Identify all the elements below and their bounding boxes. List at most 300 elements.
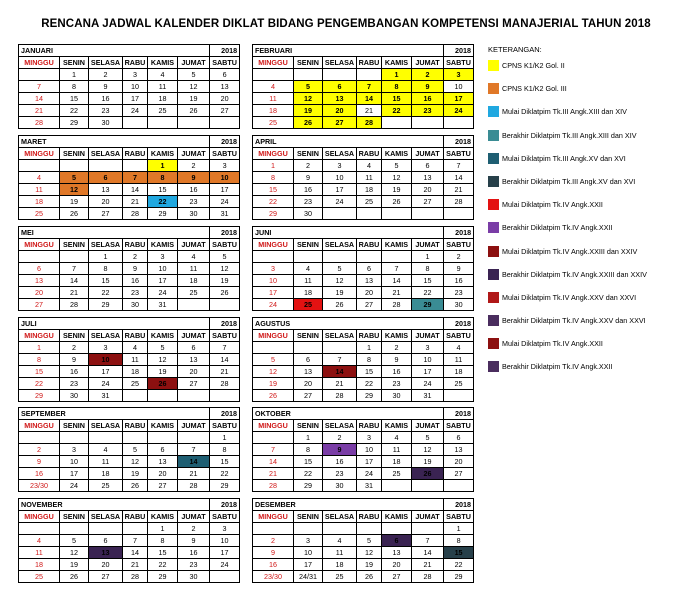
day-cell: 14 — [444, 172, 474, 184]
day-cell: 4 — [123, 342, 148, 354]
day-cell: 20 — [294, 378, 323, 390]
legend-item — [484, 176, 689, 199]
day-cell: 23 — [60, 378, 89, 390]
day-cell — [444, 117, 474, 129]
day-cell: 22 — [60, 105, 89, 117]
day-cell — [412, 523, 444, 535]
day-cell — [210, 117, 240, 129]
day-cell: 24 — [89, 378, 123, 390]
day-header: SENIN — [60, 148, 89, 160]
week-row — [19, 117, 240, 129]
day-cell: 24 — [253, 299, 294, 311]
day-cell: 28 — [253, 480, 294, 492]
day-header: MINGGU — [253, 420, 294, 432]
highlighted-day-cell: 6 — [89, 172, 123, 184]
day-cell: 28 — [123, 571, 148, 583]
day-cell — [357, 523, 382, 535]
day-header: SENIN — [294, 148, 323, 160]
day-cell: 26 — [60, 571, 89, 583]
week-row — [253, 117, 474, 129]
day-cell: 4 — [89, 444, 123, 456]
day-cell: 31 — [89, 390, 123, 402]
day-header: JUMAT — [178, 511, 210, 523]
day-header: SENIN — [294, 239, 323, 251]
day-cell: 17 — [89, 366, 123, 378]
day-cell: 20 — [89, 196, 123, 208]
day-header: KAMIS — [382, 511, 412, 523]
day-cell: 10 — [253, 275, 294, 287]
day-cell: 17 — [148, 275, 178, 287]
day-cell: 9 — [294, 172, 323, 184]
day-cell: 26 — [253, 390, 294, 402]
day-cell: 15 — [294, 456, 323, 468]
day-cell: 20 — [210, 93, 240, 105]
month-year: 2018 — [210, 499, 240, 511]
day-cell — [357, 69, 382, 81]
day-cell — [123, 160, 148, 172]
day-header: JUMAT — [178, 148, 210, 160]
day-cell: 25 — [89, 480, 123, 492]
day-cell: 10 — [210, 535, 240, 547]
highlighted-day-cell: 5 — [60, 172, 89, 184]
week-row — [19, 432, 240, 444]
day-cell: 4 — [444, 342, 474, 354]
day-cell: 6 — [357, 263, 382, 275]
day-cell — [178, 432, 210, 444]
legend-label: Mulai Diklatpim Tk.III Angk.XIII dan XIV — [502, 107, 627, 117]
month-year: 2018 — [210, 318, 240, 330]
day-header: SENIN — [294, 330, 323, 342]
day-cell: 28 — [444, 196, 474, 208]
day-cell: 30 — [382, 390, 412, 402]
day-cell: 12 — [382, 172, 412, 184]
day-cell: 16 — [294, 184, 323, 196]
day-cell: 29 — [60, 117, 89, 129]
day-cell: 14 — [253, 456, 294, 468]
highlighted-day-cell: 28 — [357, 117, 382, 129]
day-cell: 16 — [323, 456, 357, 468]
day-cell: 21 — [19, 105, 60, 117]
day-header: MINGGU — [19, 511, 60, 523]
day-cell — [382, 251, 412, 263]
day-cell: 4 — [19, 172, 60, 184]
day-cell — [19, 523, 60, 535]
week-row — [253, 559, 474, 571]
day-header: KAMIS — [148, 148, 178, 160]
highlighted-day-cell: 13 — [323, 93, 357, 105]
month-maret — [18, 135, 239, 220]
day-header: SELASA — [323, 330, 357, 342]
day-cell: 2 — [60, 342, 89, 354]
highlighted-day-cell: 9 — [323, 444, 357, 456]
day-header: MINGGU — [253, 511, 294, 523]
day-cell: 12 — [123, 456, 148, 468]
legend-swatch — [488, 222, 499, 233]
day-cell: 24 — [357, 468, 382, 480]
day-cell: 22 — [89, 287, 123, 299]
day-cell: 12 — [357, 547, 382, 559]
day-cell: 18 — [148, 93, 178, 105]
day-header: KAMIS — [382, 239, 412, 251]
day-cell: 14 — [60, 275, 89, 287]
week-row — [253, 299, 474, 311]
highlighted-day-cell: 15 — [444, 547, 474, 559]
day-cell: 22 — [210, 468, 240, 480]
day-cell: 7 — [210, 342, 240, 354]
week-row — [253, 468, 474, 480]
day-cell: 3 — [89, 342, 123, 354]
day-cell — [60, 523, 89, 535]
day-cell: 20 — [178, 366, 210, 378]
day-cell — [178, 390, 210, 402]
month-november — [18, 498, 239, 583]
day-cell: 20 — [357, 287, 382, 299]
week-row — [253, 263, 474, 275]
day-cell: 8 — [253, 172, 294, 184]
day-cell: 17 — [294, 559, 323, 571]
highlighted-day-cell: 23 — [412, 105, 444, 117]
day-header: RABU — [357, 148, 382, 160]
month-year: 2018 — [444, 408, 474, 420]
day-cell: 24 — [210, 196, 240, 208]
legend-label: Mulai Diklatpim Tk.IV Angk.XXV dan XXVI — [502, 292, 637, 302]
day-cell: 19 — [210, 275, 240, 287]
highlighted-day-cell: 7 — [357, 81, 382, 93]
week-row — [19, 184, 240, 196]
day-cell: 23 — [444, 287, 474, 299]
day-cell: 16 — [253, 559, 294, 571]
day-cell: 23 — [323, 468, 357, 480]
day-cell: 1 — [294, 432, 323, 444]
week-row — [253, 535, 474, 547]
day-header: MINGGU — [19, 330, 60, 342]
day-cell: 15 — [89, 275, 123, 287]
month-year: 2018 — [444, 318, 474, 330]
day-header: RABU — [357, 239, 382, 251]
day-cell: 2 — [19, 444, 60, 456]
day-cell: 17 — [412, 366, 444, 378]
week-row — [19, 208, 240, 220]
day-cell: 7 — [444, 160, 474, 172]
day-cell: 30 — [60, 390, 89, 402]
day-cell — [323, 342, 357, 354]
day-cell: 19 — [357, 559, 382, 571]
day-cell: 30 — [89, 117, 123, 129]
day-cell: 9 — [89, 81, 123, 93]
day-cell: 8 — [148, 535, 178, 547]
day-cell — [253, 342, 294, 354]
day-cell: 11 — [323, 547, 357, 559]
day-cell: 14 — [412, 547, 444, 559]
day-cell: 10 — [123, 81, 148, 93]
day-cell: 19 — [253, 378, 294, 390]
day-cell: 2 — [178, 523, 210, 535]
day-header: SABTU — [210, 511, 240, 523]
day-cell: 17 — [123, 93, 148, 105]
day-cell: 17 — [253, 287, 294, 299]
month-year: 2018 — [210, 136, 240, 148]
day-cell: 21 — [123, 559, 148, 571]
day-cell: 21 — [382, 287, 412, 299]
month-year: 2018 — [444, 136, 474, 148]
day-cell — [19, 69, 60, 81]
highlighted-day-cell: 2 — [412, 69, 444, 81]
month-name: APRIL — [253, 136, 444, 148]
day-cell: 18 — [382, 456, 412, 468]
day-cell: 4 — [323, 535, 357, 547]
day-cell: 27 — [178, 378, 210, 390]
day-cell — [19, 160, 60, 172]
day-cell: 27 — [357, 299, 382, 311]
day-header: SENIN — [60, 420, 89, 432]
day-cell: 6 — [148, 444, 178, 456]
highlighted-day-cell: 25 — [294, 299, 323, 311]
day-cell: 5 — [412, 432, 444, 444]
day-cell: 13 — [89, 184, 123, 196]
day-cell: 2 — [123, 251, 148, 263]
day-cell: 4 — [382, 432, 412, 444]
legend-item — [484, 60, 689, 83]
day-cell: 16 — [123, 275, 148, 287]
day-cell: 11 — [294, 275, 323, 287]
day-header: SELASA — [89, 330, 123, 342]
day-cell — [60, 160, 89, 172]
day-cell: 7 — [123, 535, 148, 547]
day-cell: 6 — [294, 354, 323, 366]
day-cell: 10 — [357, 444, 382, 456]
month-name: SEPTEMBER — [19, 408, 210, 420]
day-cell: 12 — [323, 275, 357, 287]
day-cell: 11 — [148, 81, 178, 93]
day-cell: 5 — [357, 535, 382, 547]
day-cell: 6 — [444, 432, 474, 444]
highlighted-day-cell: 13 — [89, 547, 123, 559]
day-cell: 24 — [210, 559, 240, 571]
day-cell: 13 — [19, 275, 60, 287]
highlighted-day-cell: 16 — [412, 93, 444, 105]
day-cell: 20 — [19, 287, 60, 299]
day-cell: 15 — [210, 456, 240, 468]
day-cell: 31 — [357, 480, 382, 492]
day-cell: 13 — [412, 172, 444, 184]
day-cell: 5 — [123, 444, 148, 456]
day-cell: 30 — [178, 208, 210, 220]
legend-label: Berakhir Diklatpim Tk.IV Angk.XXII — [502, 362, 613, 372]
day-cell — [357, 251, 382, 263]
week-row — [253, 275, 474, 287]
day-cell — [294, 251, 323, 263]
day-cell: 18 — [178, 275, 210, 287]
legend-item — [484, 153, 689, 176]
day-cell — [210, 299, 240, 311]
day-cell: 10 — [294, 547, 323, 559]
day-cell: 29 — [444, 571, 474, 583]
legend-swatch — [488, 176, 499, 187]
day-cell: 13 — [210, 81, 240, 93]
day-header: JUMAT — [178, 420, 210, 432]
day-cell: 8 — [19, 354, 60, 366]
day-cell: 15 — [412, 275, 444, 287]
day-cell: 25 — [148, 105, 178, 117]
day-cell: 22 — [19, 378, 60, 390]
day-cell: 21 — [412, 559, 444, 571]
day-cell — [210, 390, 240, 402]
legend-item — [484, 130, 689, 153]
day-cell: 11 — [19, 184, 60, 196]
week-row — [253, 69, 474, 81]
day-cell: 12 — [148, 354, 178, 366]
day-cell: 16 — [444, 275, 474, 287]
day-cell: 1 — [148, 523, 178, 535]
day-cell: 9 — [444, 263, 474, 275]
week-row — [253, 456, 474, 468]
day-cell: 25 — [123, 378, 148, 390]
day-cell: 3 — [148, 251, 178, 263]
day-cell — [253, 432, 294, 444]
week-row — [19, 468, 240, 480]
legend-item — [484, 338, 689, 361]
day-cell: 21 — [60, 287, 89, 299]
day-cell: 12 — [253, 366, 294, 378]
day-header: KAMIS — [148, 420, 178, 432]
day-cell: 26 — [323, 299, 357, 311]
day-header: JUMAT — [178, 57, 210, 69]
day-header: MINGGU — [253, 57, 294, 69]
day-cell: 23/30 — [19, 480, 60, 492]
day-cell: 16 — [19, 468, 60, 480]
day-cell: 21 — [357, 105, 382, 117]
day-cell: 7 — [382, 263, 412, 275]
day-cell: 16 — [89, 93, 123, 105]
day-header: SABTU — [444, 239, 474, 251]
day-cell: 5 — [60, 535, 89, 547]
week-row — [19, 196, 240, 208]
legend-item — [484, 315, 689, 338]
day-cell — [210, 571, 240, 583]
legend-swatch — [488, 60, 499, 71]
day-cell: 8 — [60, 81, 89, 93]
day-cell: 4 — [178, 251, 210, 263]
month-januari — [18, 44, 239, 129]
day-cell: 11 — [123, 354, 148, 366]
highlighted-day-cell: 7 — [123, 172, 148, 184]
day-cell: 29 — [19, 390, 60, 402]
day-cell: 26 — [357, 571, 382, 583]
day-cell — [123, 117, 148, 129]
day-cell: 20 — [89, 559, 123, 571]
day-cell: 2 — [444, 251, 474, 263]
day-cell: 24 — [60, 480, 89, 492]
day-cell: 26 — [382, 196, 412, 208]
day-cell: 20 — [444, 456, 474, 468]
day-cell: 13 — [382, 547, 412, 559]
day-header: MINGGU — [19, 420, 60, 432]
day-cell: 3 — [323, 160, 357, 172]
day-header: MINGGU — [19, 148, 60, 160]
week-row — [19, 251, 240, 263]
day-cell: 10 — [444, 81, 474, 93]
day-cell — [60, 251, 89, 263]
highlighted-day-cell: 3 — [444, 69, 474, 81]
day-cell: 2 — [294, 160, 323, 172]
day-cell: 25 — [19, 571, 60, 583]
week-row — [19, 547, 240, 559]
day-header: SENIN — [294, 57, 323, 69]
week-row — [19, 299, 240, 311]
month-name: MARET — [19, 136, 210, 148]
legend-label: Mulai Diklatpim Tk.III Angk.XV dan XVI — [502, 153, 626, 163]
day-cell: 29 — [210, 480, 240, 492]
day-header: MINGGU — [253, 239, 294, 251]
day-cell: 30 — [323, 480, 357, 492]
day-cell: 8 — [89, 263, 123, 275]
day-cell: 27 — [89, 208, 123, 220]
day-cell: 3 — [412, 342, 444, 354]
day-cell — [323, 208, 357, 220]
day-cell: 21 — [444, 184, 474, 196]
week-row — [253, 390, 474, 402]
day-cell — [323, 69, 357, 81]
highlighted-day-cell: 6 — [382, 535, 412, 547]
day-cell: 14 — [382, 275, 412, 287]
day-cell: 25 — [19, 208, 60, 220]
day-cell: 19 — [178, 93, 210, 105]
week-row — [253, 287, 474, 299]
day-cell: 21 — [210, 366, 240, 378]
day-header: SABTU — [210, 420, 240, 432]
day-cell: 4 — [294, 263, 323, 275]
legend-label: Berakhir Diklatpim Tk.III Angk.XV dan XVI — [502, 176, 636, 186]
day-cell: 17 — [210, 184, 240, 196]
day-cell — [412, 208, 444, 220]
legend-swatch — [488, 361, 499, 372]
legend-label: Berakhir Diklatpim Tk.III Angk.XIII dan XIV — [502, 130, 637, 140]
highlighted-day-cell: 14 — [323, 366, 357, 378]
day-cell: 20 — [412, 184, 444, 196]
day-cell: 16 — [382, 366, 412, 378]
day-cell: 21 — [323, 378, 357, 390]
day-cell — [382, 117, 412, 129]
day-header: SABTU — [444, 511, 474, 523]
day-cell: 9 — [123, 263, 148, 275]
highlighted-day-cell: 1 — [382, 69, 412, 81]
day-cell: 13 — [294, 366, 323, 378]
day-header: KAMIS — [382, 330, 412, 342]
day-cell — [148, 390, 178, 402]
day-cell: 9 — [60, 354, 89, 366]
day-cell: 19 — [148, 366, 178, 378]
day-cell: 22 — [444, 559, 474, 571]
highlighted-day-cell: 9 — [178, 172, 210, 184]
day-cell: 16 — [178, 547, 210, 559]
legend-swatch — [488, 315, 499, 326]
day-cell: 23 — [89, 105, 123, 117]
week-row — [19, 535, 240, 547]
day-header: KAMIS — [148, 330, 178, 342]
highlighted-day-cell: 8 — [148, 172, 178, 184]
highlighted-day-cell: 14 — [178, 456, 210, 468]
day-cell: 27 — [89, 571, 123, 583]
week-row — [253, 105, 474, 117]
legend-label: Mulai Diklatpim Tk.IV Angk.XXII — [502, 339, 603, 349]
legend-swatch — [488, 199, 499, 210]
day-cell — [253, 69, 294, 81]
day-cell: 15 — [148, 184, 178, 196]
day-cell: 2 — [253, 535, 294, 547]
week-row — [19, 342, 240, 354]
month-juli — [18, 317, 239, 402]
day-header: SENIN — [60, 511, 89, 523]
